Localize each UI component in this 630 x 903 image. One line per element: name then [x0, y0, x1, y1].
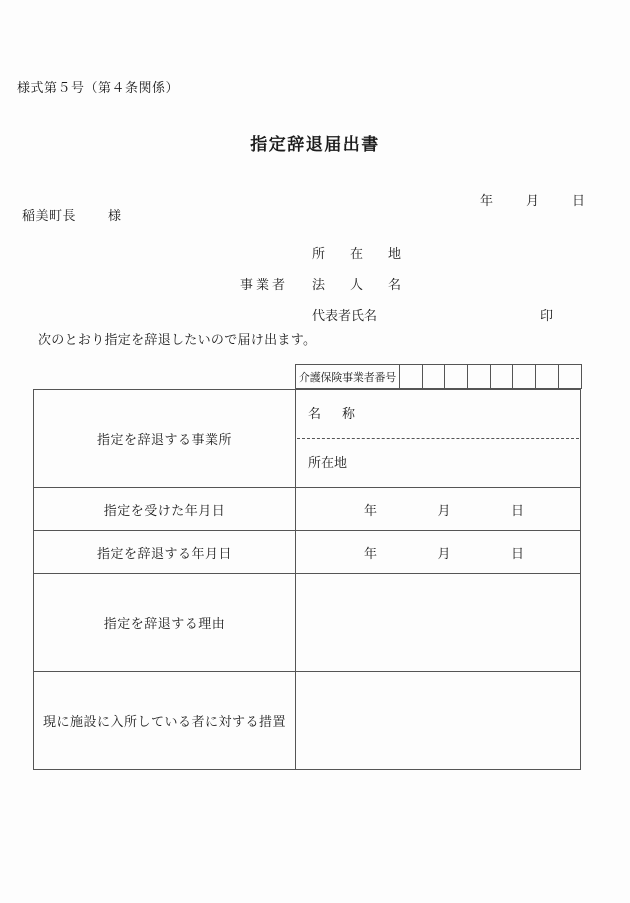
- designation-date-year: 年: [364, 502, 378, 518]
- table-row: [34, 390, 581, 488]
- withdrawal-date-day: 日: [510, 545, 524, 561]
- page-title: 指定辞退届出書: [250, 135, 380, 154]
- designation-date-day: 日: [510, 502, 524, 518]
- row-value-facility: [296, 390, 581, 488]
- row-value-withdrawal-date[interactable]: [296, 531, 581, 574]
- provider-number-digit-2[interactable]: [422, 365, 445, 388]
- row-value-resident-measures[interactable]: [296, 672, 581, 770]
- withdrawal-date-year: 年: [364, 545, 378, 561]
- facility-name-label[interactable]: 名 称: [308, 406, 360, 421]
- row-label-resident-measures: 現に施設に入所している者に対する措置: [34, 672, 296, 770]
- provider-number-digit-1[interactable]: [399, 365, 422, 388]
- facility-address-label[interactable]: 所在地: [308, 455, 348, 470]
- withdrawal-date-month: 月: [437, 545, 451, 561]
- provider-number-digit-8[interactable]: [558, 365, 581, 388]
- row-label-designation-date: 指定を受けた年月日: [34, 488, 296, 531]
- operator-address-label: 所 在 地: [312, 246, 408, 261]
- seal-mark: 印: [540, 308, 554, 323]
- row-label-reason: 指定を辞退する理由: [34, 574, 296, 672]
- operator-representative-label: 代表者氏名: [312, 308, 378, 323]
- withdrawal-date-fields: [364, 543, 524, 562]
- designation-date-fields: [364, 500, 524, 519]
- operator-block: [240, 238, 585, 331]
- operator-representative-row: [240, 300, 585, 331]
- operator-corporate-name-row: [240, 269, 585, 300]
- form-code: 様式第５号（第４条関係）: [17, 80, 180, 95]
- addressee-name: 稲美町長: [22, 208, 77, 223]
- table-row: [34, 531, 581, 574]
- provider-number-label: 介護保険事業者番号: [298, 371, 397, 384]
- table-row: [34, 672, 581, 770]
- row-value-reason[interactable]: [296, 574, 581, 672]
- operator-corporate-name-label: 法 人 名: [312, 277, 408, 292]
- row-value-designation-date[interactable]: [296, 488, 581, 531]
- provider-number-digit-6[interactable]: [512, 365, 535, 388]
- date-year-label: 年: [480, 193, 494, 208]
- addressee-honorific: 様: [108, 208, 122, 223]
- operator-label: 事業者: [240, 277, 289, 292]
- details-table: [33, 389, 581, 770]
- date-day-label: 日: [571, 193, 585, 208]
- intro-sentence: 次のとおり指定を辞退したいので届け出ます。: [38, 332, 317, 347]
- addressee: [22, 205, 122, 224]
- row-label-withdrawal-date: 指定を辞退する年月日: [34, 531, 296, 574]
- submission-date-line: [480, 190, 585, 209]
- provider-number-header: [295, 364, 582, 389]
- provider-number-digit-4[interactable]: [467, 365, 490, 388]
- provider-number-digit-3[interactable]: [444, 365, 467, 388]
- operator-address-row: [240, 238, 585, 269]
- provider-number-digit-5[interactable]: [490, 365, 513, 388]
- table-row: [34, 574, 581, 672]
- designation-date-month: 月: [437, 502, 451, 518]
- table-row: [34, 488, 581, 531]
- row-label-facility: 指定を辞退する事業所: [34, 390, 296, 488]
- provider-number-digit-7[interactable]: [535, 365, 558, 388]
- date-month-label: 月: [525, 193, 539, 208]
